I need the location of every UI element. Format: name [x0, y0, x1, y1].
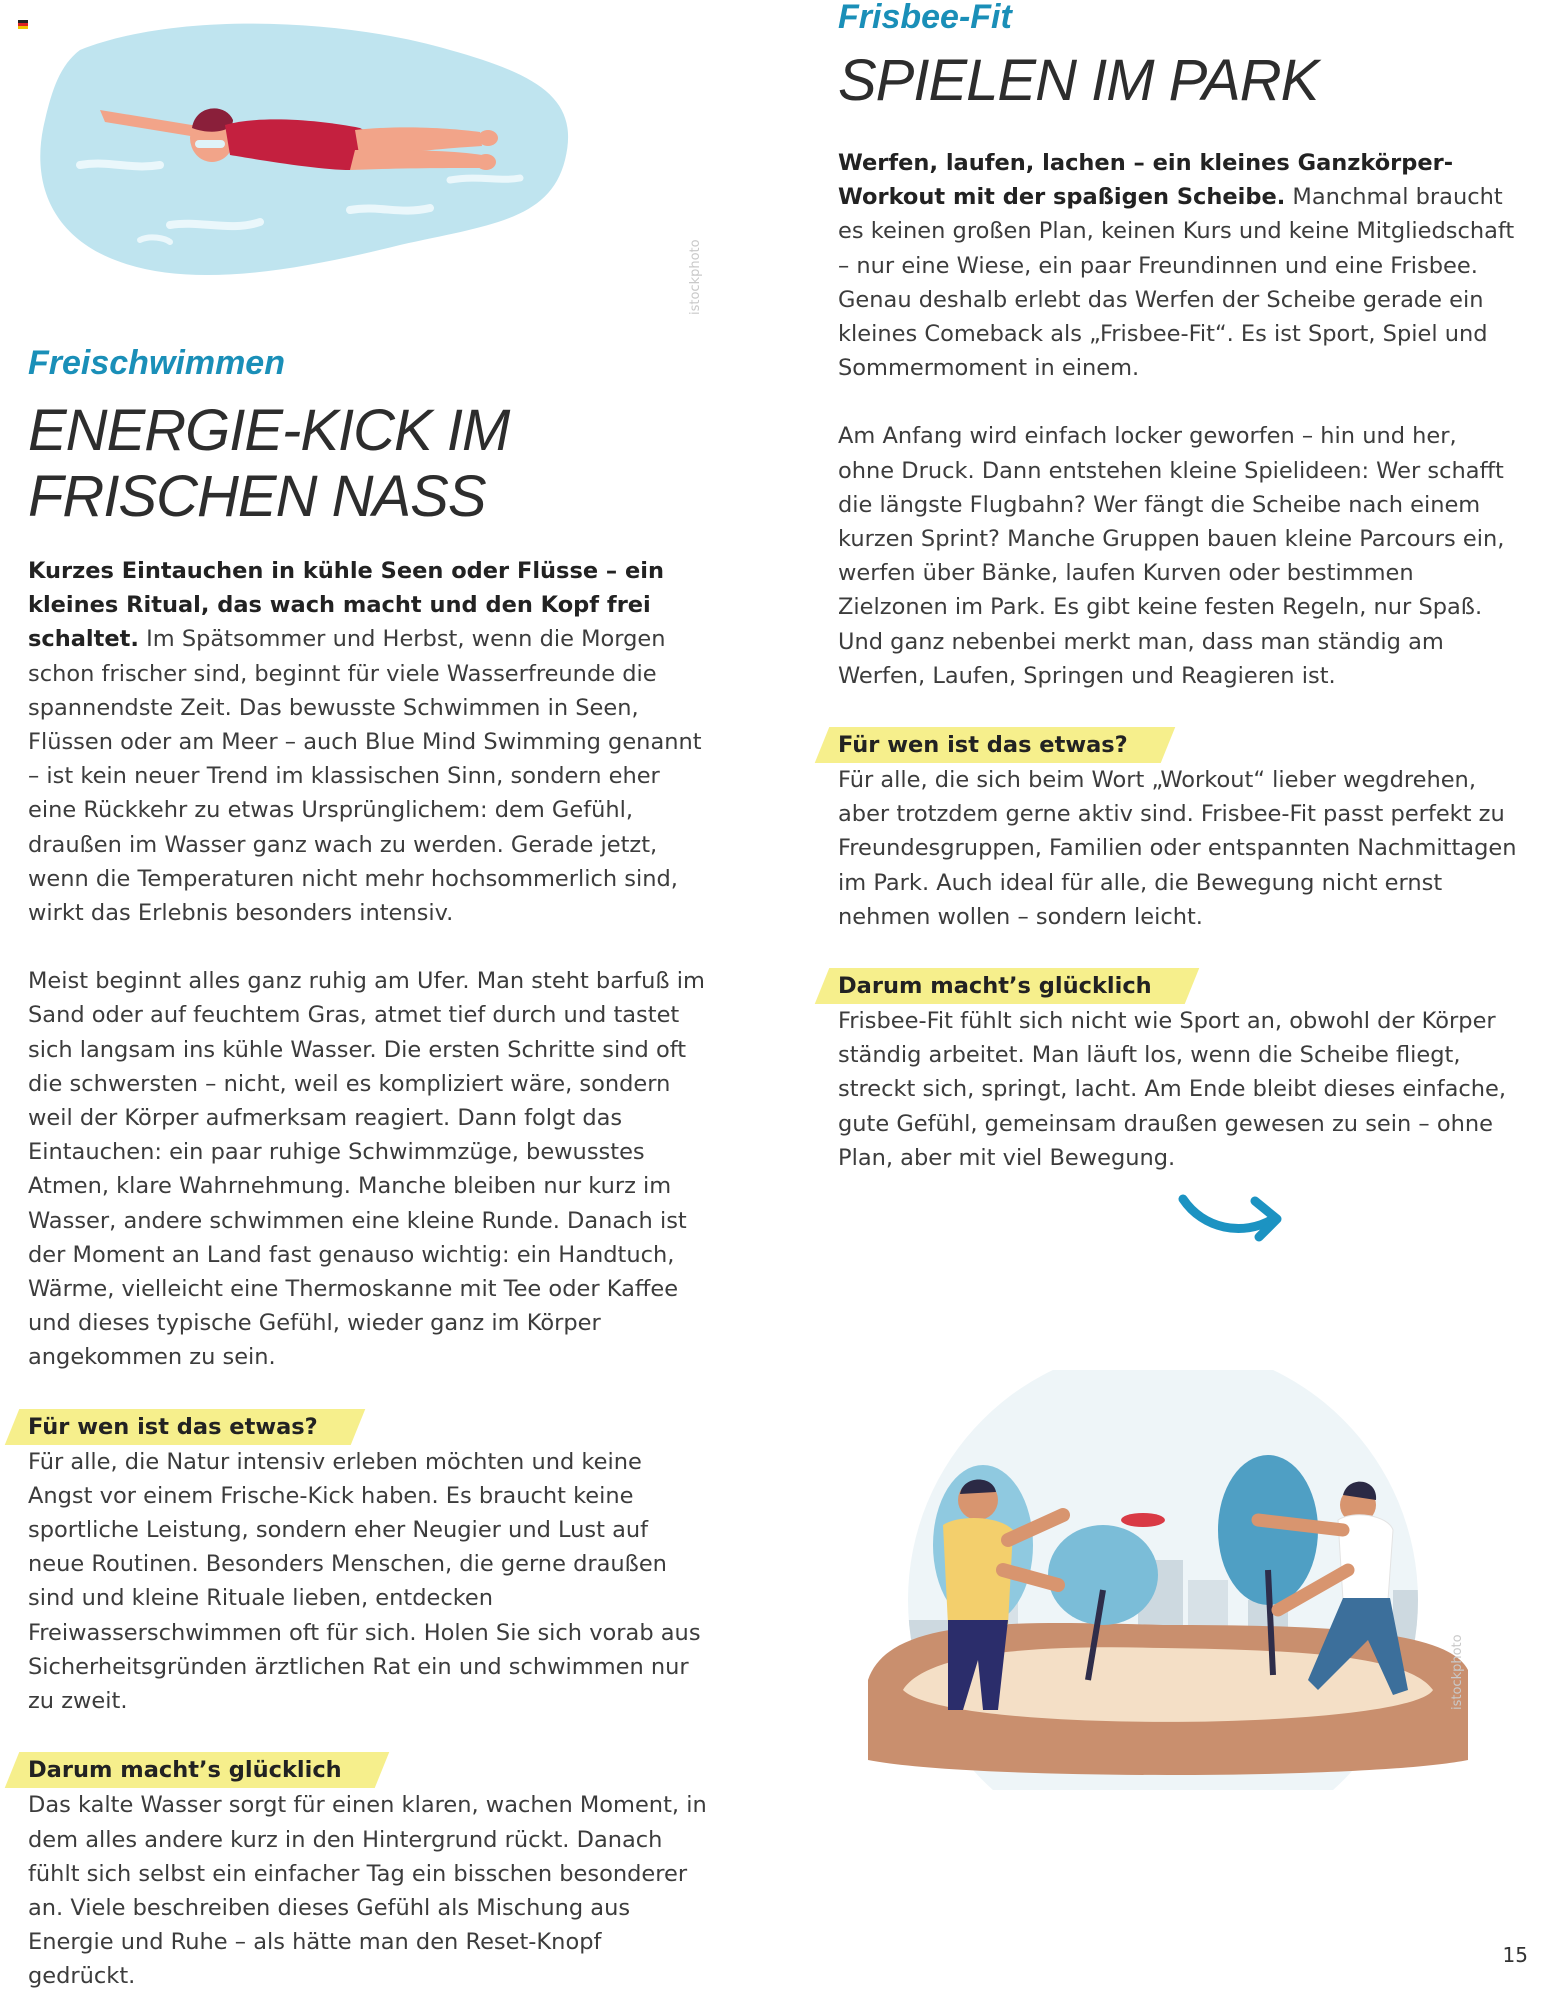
tag-happy-label: Darum macht’s glücklich	[838, 968, 1192, 1004]
paragraph-2: Am Anfang wird einfach locker geworfen – hin und her, ohne Druck. Dann entstehen kleine Spielideen: Wer schafft die längste Flugbahn? Wer fängt die Scheibe nach einem kurzen Sprint? Manche Gruppen bauen kleine Parcours ein, werfen über Bänke, laufen Kurven oder bestimmen Zielzonen im Park. Es gibt keine festen Regeln, nur Spaß. Und ganz nebenbei merkt man, dass man ständig am Werfen, Laufen, Springen und Reagieren ist.	[838, 423, 1505, 689]
tag-who	[838, 727, 1168, 763]
paragraph-2: Meist beginnt alles ganz ruhig am Ufer. Man steht barfuß im Sand oder auf feuchtem Gras, atmet tief durch und tastet sich langsam ins kühle Wasser. Die ersten Schritte sind oft die schwersten – nicht, weil es kompliziert wäre, sondern weil der Körper aufmerksam reagiert. Dann folgt das Eintauchen: ein paar ruhige Schwimmzüge, bewusstes Atmen, klare Wahrnehmung. Manche bleiben nur kurz im Wasser, andere schwimmen eine kleine Runde. Danach ist der Moment an Land fast genauso wichtig: ein Handtuch, Wärme, vielleicht eine Thermoskanne mit Tee oder Kaffee und dieses typische Gefühl, wieder ganz im Körper angekommen zu sein.	[28, 968, 705, 1371]
tag-who-label: Für wen ist das etwas?	[838, 727, 1168, 763]
section-kicker: Frisbee-Fit	[838, 0, 1012, 36]
headline: SPIELEN IM PARK	[838, 48, 1319, 113]
headline-line-1: ENERGIE-KICK IM	[28, 398, 510, 463]
image-credit: istockphoto	[688, 239, 703, 315]
intro-body: Im Spätsommer und Herbst, wenn die Morgen schon frischer sind, beginnt für viele Wasserfreunde die spannendste Zeit. Das bewusste Schwimmen in Seen, Flüssen oder am Meer – auch Blue Mind Swimming genannt – ist kein neuer Trend im klassischen Sinn, sondern eher eine Rückkehr zu etwas Ursprünglichem: dem Gefühl, draußen im Wasser ganz wach zu werden. Gerade jetzt, wenn die Temperaturen nicht mehr hochsommerlich sind, wirkt das Erlebnis besonders intensiv.	[28, 626, 702, 927]
article-right	[838, 0, 1518, 1255]
tag-happy	[838, 968, 1192, 1004]
image-credit: istockphoto	[1450, 1634, 1465, 1710]
section-kicker: Freischwimmen	[28, 344, 285, 382]
tag-happy	[28, 1752, 382, 1788]
happy-paragraph: Das kalte Wasser sorgt für einen klaren, wachen Moment, in dem alles andere kurz in den Hintergrund rückt. Danach fühlt sich selbst ein einfacher Tag ein bisschen besonderer an. Viele beschreiben dieses Gefühl als Mischung aus Energie und Ruhe – als hätte man den Reset-Knopf gedrückt.	[28, 1792, 707, 1990]
headline-line-2: FRISCHEN NASS	[28, 464, 486, 529]
who-paragraph: Für alle, die Natur intensiv erleben möchten und keine Angst vor einem Frische-Kick haben. Es braucht keine sportliche Leistung, sondern eher Neugier und Lust auf neue Routinen. Besonders Menschen, die gerne draußen sind und kleine Rituale lieben, entdecken Freiwasserschwimmen oft für sich. Holen Sie sich vorab aus Sicherheitsgründen ärztlichen Rat ein und schwimmen nur zu zweit.	[28, 1448, 701, 1715]
intro-lead: Werfen, laufen, lachen – ein kleines Ganzkörper-Workout mit der spaßigen Scheibe.	[838, 150, 1454, 211]
happy-paragraph: Frisbee-Fit fühlt sich nicht wie Sport an, obwohl der Körper ständig arbeitet. Man läuft los, wenn die Scheibe fliegt, streckt sich, springt, lacht. Am Ende bleibt dieses einfache, gute Gefühl, gemeinsam draußen gewesen zu sein – ohne Plan, aber mit viel Bewegung.	[838, 1008, 1507, 1171]
frisbee-park-illustration	[848, 1370, 1478, 1790]
page-number: 15	[1502, 1943, 1528, 1967]
tag-who	[28, 1409, 358, 1445]
tag-who-label: Für wen ist das etwas?	[28, 1409, 358, 1445]
headline	[28, 398, 708, 530]
article-left	[28, 346, 708, 1994]
tag-happy-label: Darum macht’s glücklich	[28, 1752, 382, 1788]
who-paragraph: Für alle, die sich beim Wort „Workout“ lieber wegdrehen, aber trotzdem gerne aktiv sind. Frisbee-Fit passt perfekt zu Freundesgruppen, Familien oder entspannten Nachmittagen im Park. Auch ideal für alle, die Bewegung nicht ernst nehmen wollen – sondern leicht.	[838, 767, 1517, 930]
arrow-right-curved-icon	[1173, 1179, 1293, 1259]
intro-paragraph	[28, 554, 708, 930]
intro-body: Manchmal braucht es keinen großen Plan, keinen Kurs und keine Mitgliedschaft – nur eine Wiese, ein paar Freundinnen und eine Frisbee. Genau deshalb erlebt das Werfen der Scheibe gerade ein kleines Comeback als „Frisbee-Fit“. Es ist Sport, Spiel und Sommermoment in einem.	[838, 184, 1515, 382]
intro-lead: Kurzes Eintauchen in kühle Seen oder Flüsse – ein kleines Ritual, das wach macht und den Kopf frei schaltet.	[28, 558, 665, 653]
intro-paragraph	[838, 146, 1518, 385]
swimmer-illustration	[20, 10, 700, 310]
